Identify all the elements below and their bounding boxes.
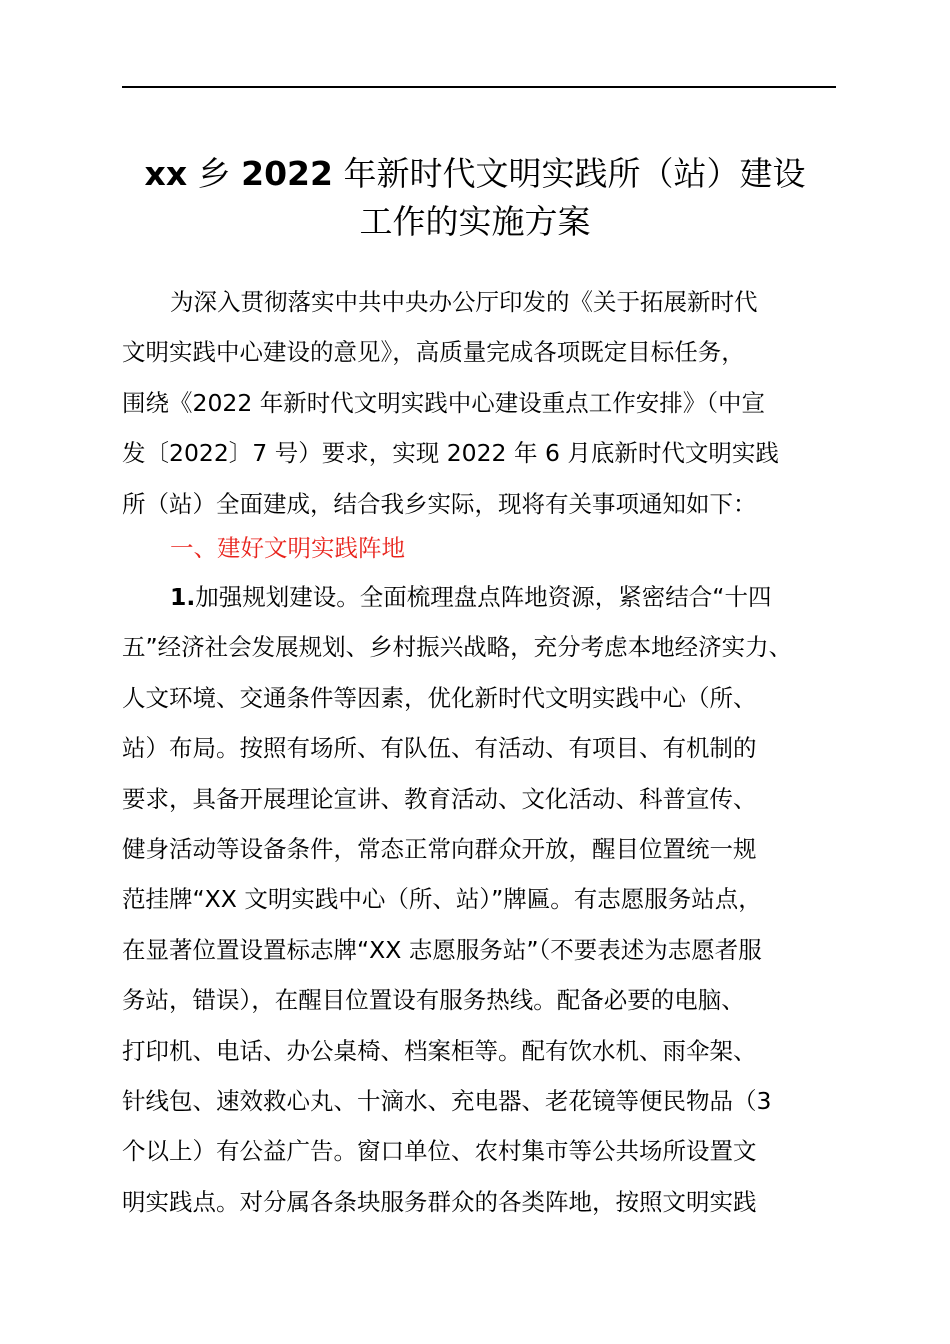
intro-line: 文明实践中心建设的意见》，高质量完成各项既定目标任务，	[122, 338, 745, 367]
title-year: 2022	[241, 154, 333, 193]
intro-paragraph	[122, 277, 836, 529]
item-number: 1.	[170, 583, 196, 611]
title-part-b: 年新时代文明实践所（站）建设	[343, 154, 806, 193]
item-1-line: 健身活动等设备条件，常态正常向群众开放，醒目位置统一规	[122, 834, 757, 863]
item-1-line: 要求，具备开展理论宣讲、教育活动、文化活动、科普宣传、	[122, 784, 757, 813]
title-prefix: xx	[144, 154, 188, 193]
item-1-first-line	[122, 572, 836, 622]
intro-line: 围绕《2022 年新时代文明实践中心建设重点工作安排》（中宣	[122, 388, 766, 417]
intro-line: 发〔2022〕7 号）要求，实现 2022 年 6 月底新时代文明实践	[122, 439, 779, 468]
title-line-1	[100, 150, 850, 198]
header-rule	[122, 86, 836, 88]
item-1-line: 个以上）有公益广告。窗口单位、农村集市等公共场所设置文	[122, 1137, 757, 1166]
intro-line: 为深入贯彻落实中共中央办公厅印发的《关于拓展新时代	[170, 288, 758, 316]
title-part-a: 乡	[197, 154, 231, 193]
title-line-2: 工作的实施方案	[359, 202, 591, 241]
item-1-line: 站）布局。按照有场所、有队伍、有活动、有项目、有机制的	[122, 734, 757, 763]
item-1-line: 针线包、速效救心丸、十滴水、充电器、老花镜等便民物品（3	[122, 1086, 772, 1115]
section-heading: 一、建好文明实践阵地	[170, 534, 405, 562]
item-1-line: 在显著位置设置标志牌“XX 志愿服务站”（不要表述为志愿者服	[122, 935, 762, 964]
item-1-line: 五”经济社会发展规划、乡村振兴战略，充分考虑本地经济实力、	[122, 633, 793, 662]
item-1-paragraph	[122, 572, 836, 1227]
intro-line: 所（站）全面建成，结合我乡实际，现将有关事项通知如下：	[122, 489, 757, 518]
item-1-line: 务站，错误），在醒目位置设有服务热线。配备必要的电脑、	[122, 986, 745, 1015]
item-1-line: 人文环境、交通条件等因素，优化新时代文明实践中心（所、	[122, 683, 757, 712]
item-1-first-text: 加强规划建设。全面梳理盘点阵地资源，紧密结合“十四	[195, 583, 772, 611]
item-1-line: 明实践点。对分属各条块服务群众的各类阵地，按照文明实践	[122, 1187, 757, 1216]
document-title	[100, 150, 850, 246]
item-1-line: 打印机、电话、办公桌椅、档案柜等。配有饮水机、雨伞架、	[122, 1036, 757, 1065]
item-1-line: 范挂牌“XX 文明实践中心（所、站）”牌匾。有志愿服务站点，	[122, 885, 762, 914]
